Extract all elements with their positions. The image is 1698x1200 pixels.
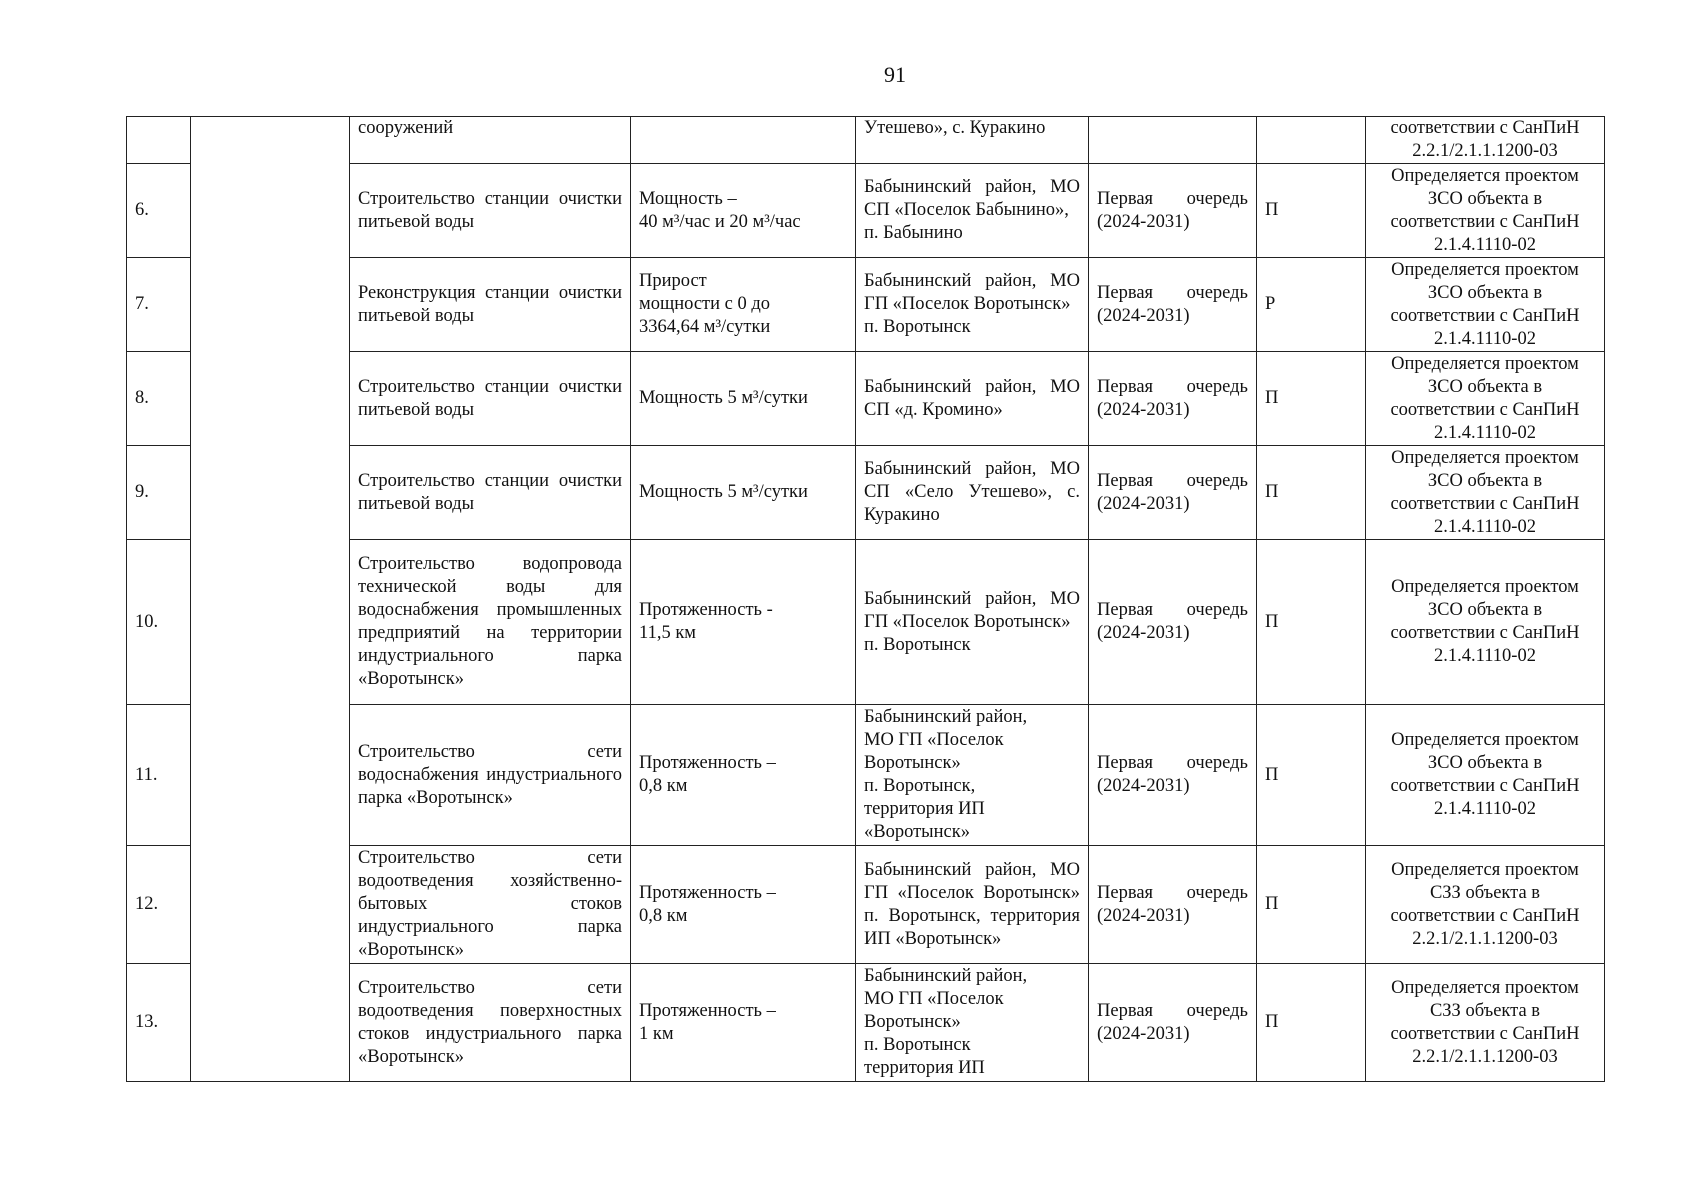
cell-location: Бабынинский район, МО ГП «Поселок Воротынск» п. Воротынск, территория ИП «Воротынск» — [856, 846, 1089, 964]
cell-num: 9. — [127, 446, 191, 540]
cell-note: Определяется проектом ЗСО объекта в соответствии с СанПиН 2.1.4.1110-02 — [1366, 258, 1605, 352]
cell-capacity — [631, 117, 856, 164]
cell-location: Утешево», с. Куракино — [856, 117, 1089, 164]
table-row-continued — [127, 117, 1605, 164]
cell-capacity: Мощность – 40 м³/час и 20 м³/час — [631, 164, 856, 258]
cell-num: 7. — [127, 258, 191, 352]
cell-note: Определяется проектом ЗСО объекта в соответствии с СанПиН 2.1.4.1110-02 — [1366, 540, 1605, 705]
cell-num: 12. — [127, 846, 191, 964]
cell-name: Реконструкция станции очистки питьевой воды — [350, 258, 631, 352]
cell-note: Определяется проектом ЗСО объекта в соответствии с СанПиН 2.1.4.1110-02 — [1366, 352, 1605, 446]
cell-name: Строительство сети водоснабжения индустриального парка «Воротынск» — [350, 705, 631, 846]
cell-capacity: Прирост мощности с 0 до 3364,64 м³/сутки — [631, 258, 856, 352]
cell-stage: Первая очередь (2024-2031) — [1089, 164, 1257, 258]
cell-num: 13. — [127, 964, 191, 1082]
cell-name: сооружений — [350, 117, 631, 164]
cell-name: Строительство сети водоотведения поверхностных стоков индустриального парка «Воротынск» — [350, 964, 631, 1082]
cell-stage: Первая очередь (2024-2031) — [1089, 446, 1257, 540]
cell-location: Бабынинский район, МО СП «Поселок Бабынино», п. Бабынино — [856, 164, 1089, 258]
cell-name: Строительство водопровода технической воды для водоснабжения промышленных предприятий на территории индустриального парка «Воротынск» — [350, 540, 631, 705]
cell-note: Определяется проектом ЗСО объекта в соответствии с СанПиН 2.1.4.1110-02 — [1366, 164, 1605, 258]
cell-note: Определяется проектом СЗЗ объекта в соответствии с СанПиН 2.2.1/2.1.1.1200-03 — [1366, 846, 1605, 964]
cell-stage: Первая очередь (2024-2031) — [1089, 540, 1257, 705]
cell-group — [191, 117, 350, 1082]
cell-type: П — [1257, 540, 1366, 705]
cell-type — [1257, 117, 1366, 164]
cell-type: П — [1257, 164, 1366, 258]
cell-type: П — [1257, 352, 1366, 446]
cell-location: Бабынинский район, МО ГП «Поселок Воротынск» п. Воротынск — [856, 258, 1089, 352]
cell-capacity: Протяженность – 0,8 км — [631, 705, 856, 846]
cell-note: Определяется проектом СЗЗ объекта в соответствии с СанПиН 2.2.1/2.1.1.1200-03 — [1366, 964, 1605, 1082]
cell-type: Р — [1257, 258, 1366, 352]
cell-name: Строительство сети водоотведения хозяйственно-бытовых стоков индустриального парка «Воротынск» — [350, 846, 631, 964]
cell-stage — [1089, 117, 1257, 164]
cell-capacity: Протяженность – 0,8 км — [631, 846, 856, 964]
measures-table — [126, 116, 1605, 1082]
cell-capacity: Мощность 5 м³/сутки — [631, 446, 856, 540]
cell-num: 11. — [127, 705, 191, 846]
cell-stage: Первая очередь (2024-2031) — [1089, 705, 1257, 846]
cell-type: П — [1257, 846, 1366, 964]
cell-num: 6. — [127, 164, 191, 258]
cell-location: Бабынинский район, МО ГП «Поселок Воротынск» п. Воротынск территория ИП — [856, 964, 1089, 1082]
cell-capacity: Протяженность - 11,5 км — [631, 540, 856, 705]
page-number: 91 — [884, 62, 906, 87]
cell-type: П — [1257, 705, 1366, 846]
cell-type: П — [1257, 446, 1366, 540]
cell-capacity: Мощность 5 м³/сутки — [631, 352, 856, 446]
cell-num — [127, 117, 191, 164]
cell-location: Бабынинский район, МО ГП «Поселок Воротынск» п. Воротынск, территория ИП «Воротынск» — [856, 705, 1089, 846]
cell-name: Строительство станции очистки питьевой воды — [350, 446, 631, 540]
cell-note: Определяется проектом ЗСО объекта в соответствии с СанПиН 2.1.4.1110-02 — [1366, 446, 1605, 540]
cell-location: Бабынинский район, МО СП «Село Утешево», с. Куракино — [856, 446, 1089, 540]
cell-name: Строительство станции очистки питьевой воды — [350, 352, 631, 446]
cell-num: 8. — [127, 352, 191, 446]
cell-note: Определяется проектом ЗСО объекта в соответствии с СанПиН 2.1.4.1110-02 — [1366, 705, 1605, 846]
cell-stage: Первая очередь (2024-2031) — [1089, 846, 1257, 964]
cell-location: Бабынинский район, МО ГП «Поселок Воротынск» п. Воротынск — [856, 540, 1089, 705]
cell-stage: Первая очередь (2024-2031) — [1089, 352, 1257, 446]
cell-capacity: Протяженность – 1 км — [631, 964, 856, 1082]
cell-stage: Первая очередь (2024-2031) — [1089, 964, 1257, 1082]
cell-num: 10. — [127, 540, 191, 705]
cell-stage: Первая очередь (2024-2031) — [1089, 258, 1257, 352]
cell-type: П — [1257, 964, 1366, 1082]
cell-name: Строительство станции очистки питьевой воды — [350, 164, 631, 258]
cell-location: Бабынинский район, МО СП «д. Кромино» — [856, 352, 1089, 446]
cell-note: соответствии с СанПиН 2.2.1/2.1.1.1200-03 — [1366, 117, 1605, 164]
